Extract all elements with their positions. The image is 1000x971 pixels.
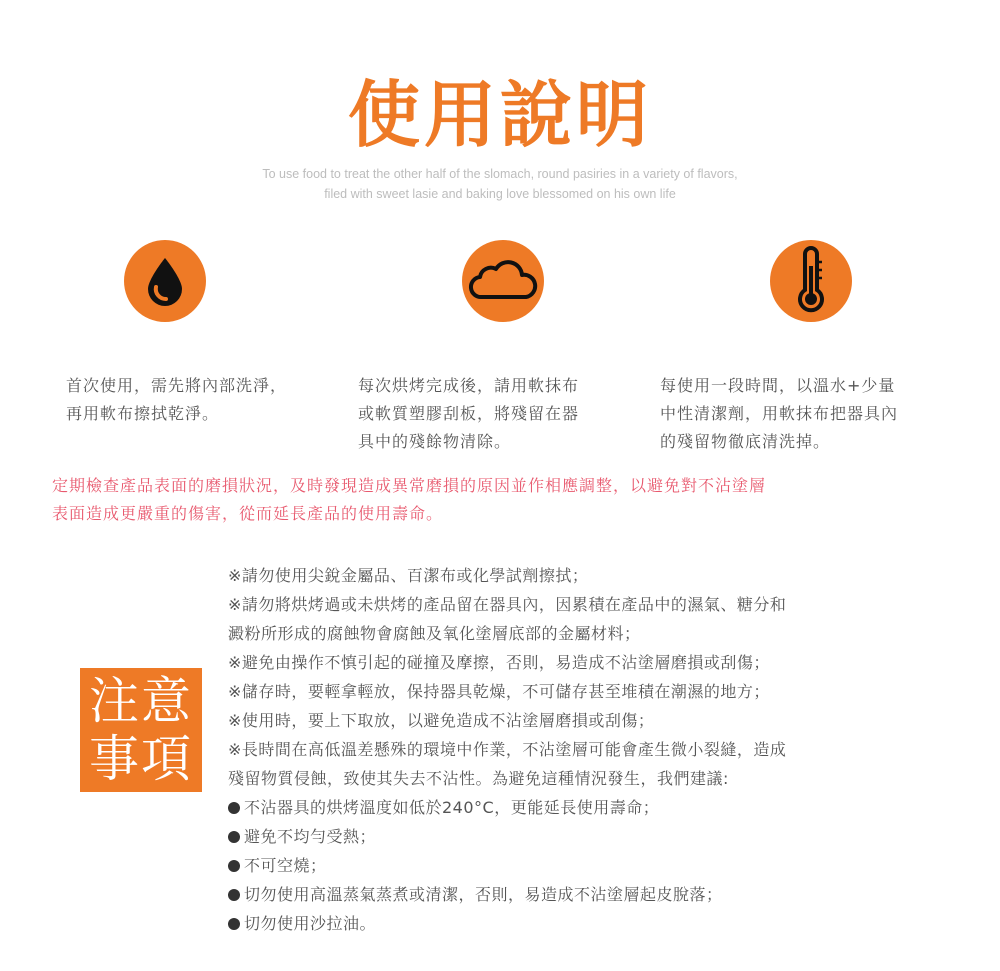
bullet-text: 不沾器具的烘烤溫度如低於240°C，更能延長使用壽命； [244,798,660,817]
instruction-line: 中性清潔劑，用軟抹布把器具內 [660,404,899,423]
instruction-line: 每使用一段時間，以溫水+少量 [660,376,896,395]
instruction-line: 或軟質塑膠刮板，將殘留在器 [358,404,580,423]
bullet-text: 切勿使用高溫蒸氣蒸煮或清潔，否則，易造成不沾塗層起皮脫落； [244,885,723,904]
warning-line: 表面造成更嚴重的傷害，從而延長產品的使用壽命。 [52,504,444,523]
thermometer-icon [770,240,852,322]
note-item: ※避免由操作不慎引起的碰撞及摩擦，否則，易造成不沾塗層磨損或刮傷； [228,653,770,672]
bullet-item [228,793,968,822]
instruction-line: 的殘留物徹底清洗掉。 [660,432,831,451]
bullet-dot-icon [228,831,240,843]
bullet-item [228,851,968,880]
bullet-dot-icon [228,860,240,872]
note-item: ※請勿使用尖銳金屬品、百潔布或化學試劑擦拭； [228,566,589,585]
bullet-dot-icon [228,889,240,901]
instruction-line: 具中的殘餘物清除。 [358,432,512,451]
warning-line: 定期檢查產品表面的磨損狀況，及時發現造成異常磨損的原因並作相應調整，以避免對不沾塗層 [52,476,767,495]
notes-label-line: 注意 [89,672,193,730]
cloud-icon [462,240,544,322]
page-title: 使用說明 [347,73,652,157]
subtitle-line: filed with sweet lasie and baking love blessomed on his own life [324,187,676,201]
bullet-item [228,909,968,938]
subtitle [0,164,1000,204]
notes-label-line: 事項 [89,730,193,788]
water-drop-icon [124,240,206,322]
instruction-periodic-cleaning [660,372,960,456]
note-item: ※儲存時，要輕拿輕放，保持器具乾燥，不可儲存甚至堆積在潮濕的地方； [228,682,770,701]
instruction-line: 首次使用，需先將內部洗淨， [66,376,288,395]
bullet-dot-icon [228,802,240,814]
note-item: 澱粉所形成的腐蝕物會腐蝕及氧化塗層底部的金屬材料； [228,624,641,643]
note-item: ※使用時，要上下取放，以避免造成不沾塗層磨損或刮傷； [228,711,655,730]
bullet-text: 避免不均勻受熱； [244,827,377,846]
note-item: ※請勿將烘烤過或未烘烤的產品留在器具內，因累積在產品中的濕氣、糖分和 [228,595,787,614]
subtitle-line: To use food to treat the other half of the slomach, round pasiries in a variety of flavors, [262,167,738,181]
note-item: ※長時間在高低溫差懸殊的環境中作業，不沾塗層可能會產生微小裂縫，造成 [228,740,787,759]
bullet-item [228,880,968,909]
notes-list [228,561,968,938]
instruction-after-baking [358,372,648,456]
warning-paragraph [52,472,962,528]
bullet-dot-icon [228,918,240,930]
notes-label-box [80,668,202,792]
bullet-text: 不可空燒； [244,856,327,875]
instruction-line: 再用軟布擦拭乾淨。 [66,404,220,423]
instruction-first-use [66,372,346,428]
bullet-item [228,822,968,851]
instruction-line: 每次烘烤完成後，請用軟抹布 [358,376,580,395]
bullet-text: 切勿使用沙拉油。 [244,914,377,933]
note-item: 殘留物質侵蝕，致使其失去不沾性。為避免這種情況發生，我們建議: [228,769,729,788]
